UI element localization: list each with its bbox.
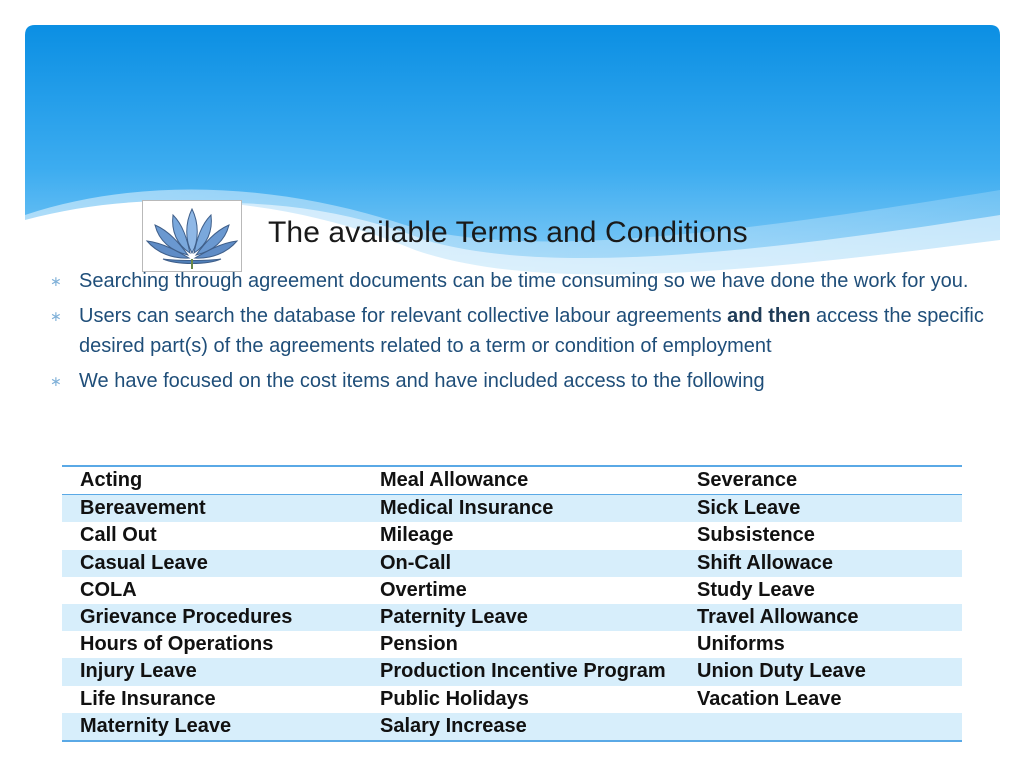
table-cell: Paternity Leave (362, 604, 679, 631)
asterisk-bullet-icon: ∗ (50, 273, 62, 289)
table-row (62, 522, 962, 549)
bullet-text: We have focused on the cost items and have included access to the following (79, 370, 765, 392)
bullet-list (50, 266, 990, 401)
table-row (62, 466, 962, 495)
table-cell: Injury Leave (62, 658, 362, 685)
table-cell: Salary Increase (362, 713, 679, 741)
table-row (62, 686, 962, 713)
bullet-item (50, 301, 990, 361)
table-row (62, 713, 962, 741)
table-cell: Public Holidays (362, 686, 679, 713)
table-cell: Call Out (62, 522, 362, 549)
terms-table (62, 465, 962, 742)
table-cell: Maternity Leave (62, 713, 362, 741)
table-row (62, 577, 962, 604)
table-cell: Life Insurance (62, 686, 362, 713)
table-cell: Mileage (362, 522, 679, 549)
bullet-text-before: Users can search the database for relevant collective labour agreements (79, 305, 728, 327)
table-row (62, 495, 962, 523)
table-cell: Shift Allowace (679, 550, 962, 577)
table-cell: Vacation Leave (679, 686, 962, 713)
bullet-item (50, 266, 990, 296)
table-cell (679, 713, 962, 741)
table-cell: Severance (679, 466, 962, 495)
table-row (62, 550, 962, 577)
table-cell: Uniforms (679, 631, 962, 658)
table-cell: Subsistence (679, 522, 962, 549)
table-cell: Acting (62, 466, 362, 495)
table-cell: COLA (62, 577, 362, 604)
table-cell: Bereavement (62, 495, 362, 523)
bullet-text: Searching through agreement documents can be time consuming so we have done the work for you. (79, 270, 969, 292)
table-cell: Production Incentive Program (362, 658, 679, 685)
table-row (62, 658, 962, 685)
table-cell: Study Leave (679, 577, 962, 604)
table-cell: Overtime (362, 577, 679, 604)
table-cell: Pension (362, 631, 679, 658)
slide-title: The available Terms and Conditions (268, 216, 748, 249)
table-row (62, 604, 962, 631)
table-cell: Casual Leave (62, 550, 362, 577)
logo (142, 200, 242, 272)
table-cell: Travel Allowance (679, 604, 962, 631)
asterisk-bullet-icon: ∗ (50, 373, 62, 389)
table-cell: On-Call (362, 550, 679, 577)
terms-table-body (62, 466, 962, 741)
bullet-text-after: access the specific desired part(s) of the agreements related to a term or condition of employment (79, 305, 984, 357)
table-cell: Medical Insurance (362, 495, 679, 523)
table-cell: Union Duty Leave (679, 658, 962, 685)
table-cell: Meal Allowance (362, 466, 679, 495)
bullet-text-bold: and then (727, 305, 811, 327)
table-cell: Grievance Procedures (62, 604, 362, 631)
asterisk-bullet-icon: ∗ (50, 308, 62, 324)
bullet-item (50, 366, 990, 396)
lotus-flower-icon (143, 201, 241, 271)
table-cell: Sick Leave (679, 495, 962, 523)
table-cell: Hours of Operations (62, 631, 362, 658)
table-row (62, 631, 962, 658)
